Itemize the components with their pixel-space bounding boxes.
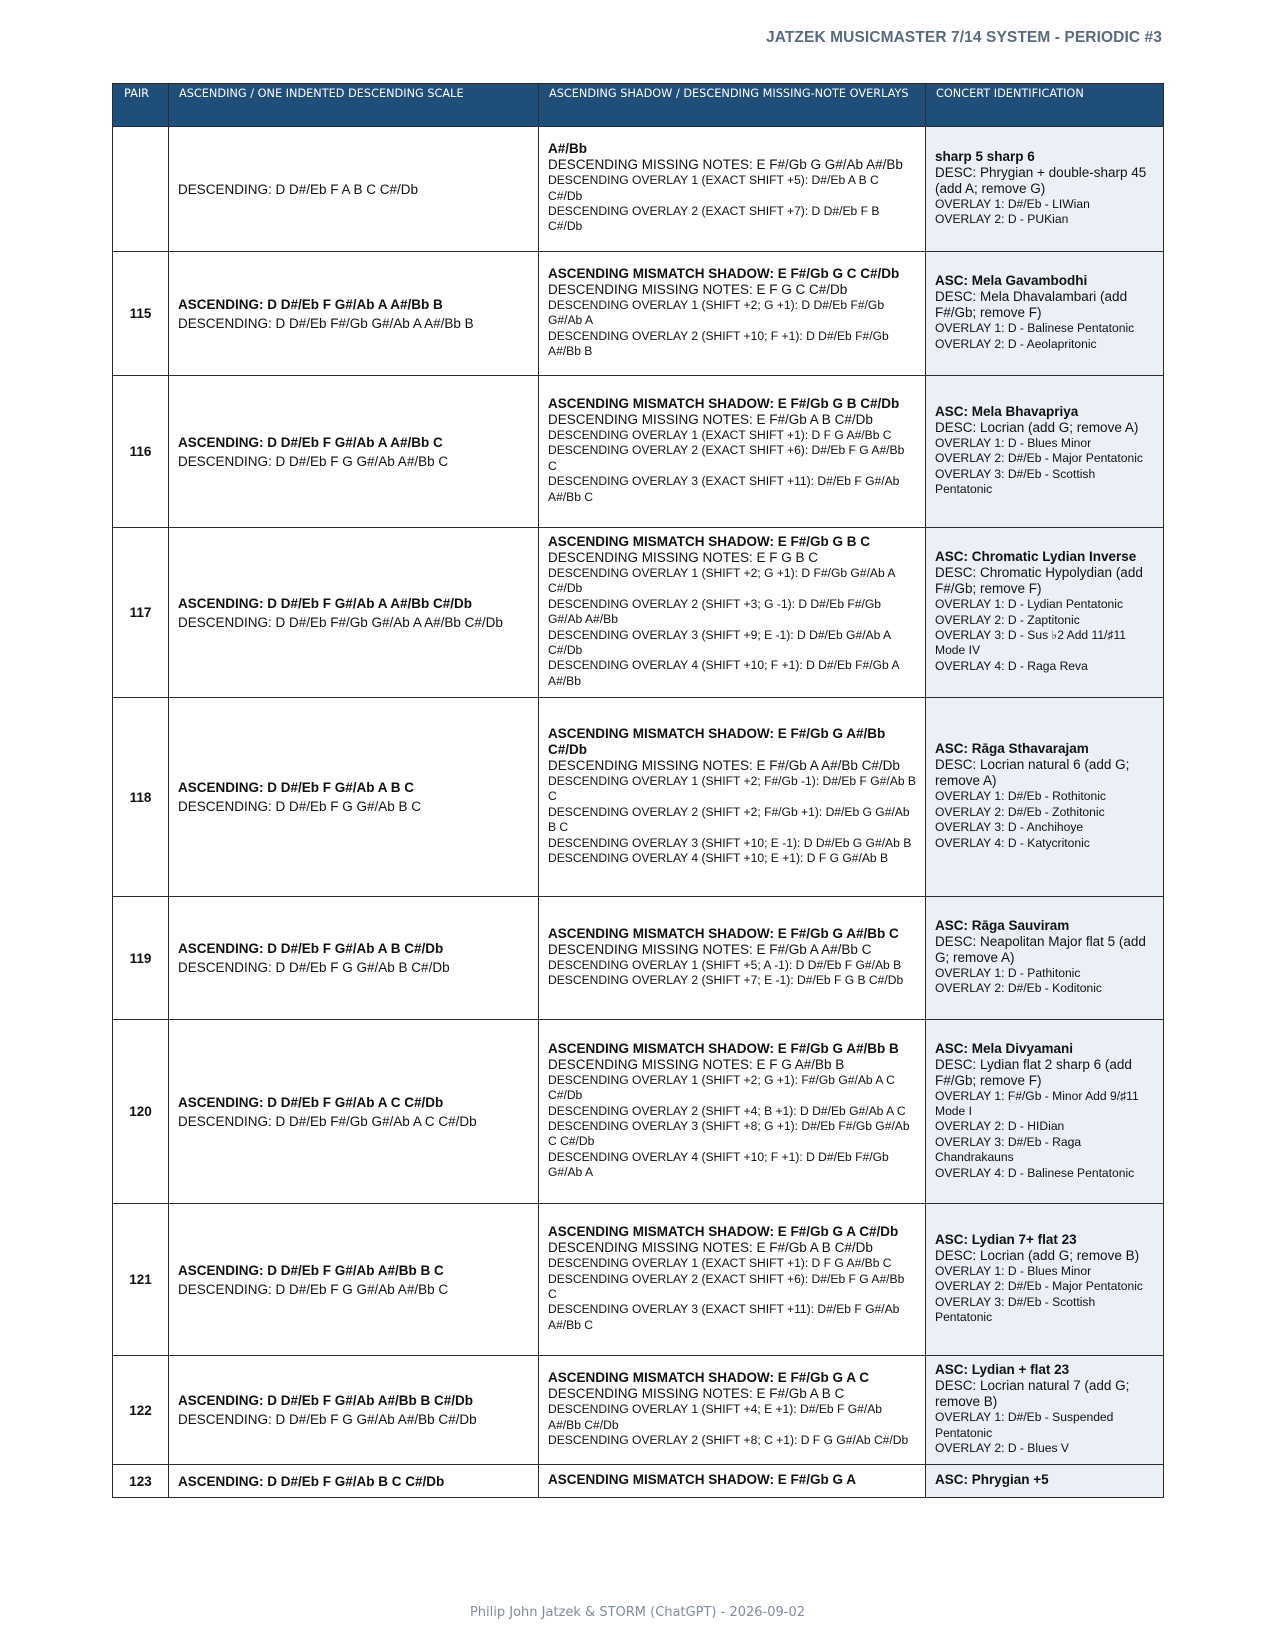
concert-descending: DESC: Locrian (add G; remove B) <box>935 1247 1140 1263</box>
concert-overlay: OVERLAY 2: D - Blues V <box>935 1441 1069 1456</box>
concert-ascending: ASC: Rāga Sthavarajam <box>935 741 1089 757</box>
descending-scale: DESCENDING: D D#/Eb F#/Gb G#/Ab A C C#/Db <box>178 1113 477 1129</box>
descending-overlay: DESCENDING OVERLAY 1 (EXACT SHIFT +5): D#/Eb A B C C#/Db <box>548 173 879 203</box>
pair-number-cell: 123 <box>113 1465 169 1498</box>
concert-ascending: ASC: Lydian + flat 23 <box>935 1362 1070 1378</box>
concert-overlay: OVERLAY 3: D#/Eb - Raga Chandrakauns <box>935 1134 1082 1165</box>
descending-overlay: DESCENDING OVERLAY 2 (EXACT SHIFT +6): D#/Eb F G A#/Bb C <box>548 443 905 473</box>
concert-descending: DESC: Phrygian + double-sharp 45 (add A; remove G) <box>935 164 1147 196</box>
concert-overlay: OVERLAY 1: F#/Gb - Minor Add 9/♯11 Mode I <box>935 1088 1139 1118</box>
concert-overlay: OVERLAY 3: D - Anchihoye <box>935 820 1084 835</box>
descending-overlay: DESCENDING OVERLAY 3 (EXACT SHIFT +11): D#/Eb F G#/Ab A#/Bb C <box>548 474 900 504</box>
concert-overlay: OVERLAY 2: D - HIDian <box>935 1119 1065 1134</box>
pair-number-cell: 116 <box>113 376 169 528</box>
concert-descending: DESC: Lydian flat 2 sharp 6 (add F#/Gb; remove F) <box>935 1056 1132 1088</box>
ascending-scale: ASCENDING: D D#/Eb F G#/Ab A#/Bb B C <box>178 1262 444 1278</box>
shadow-cell <box>539 252 926 376</box>
shadow-cell <box>539 897 926 1020</box>
pair-number-cell: 120 <box>113 1020 169 1204</box>
pair-number-cell: 122 <box>113 1356 169 1465</box>
ascending-scale: ASCENDING: D D#/Eb F G#/Ab A C C#/Db <box>178 1094 444 1110</box>
descending-overlay: DESCENDING OVERLAY 4 (SHIFT +10; F +1): D D#/Eb F#/Gb G#/Ab A <box>548 1149 889 1180</box>
descending-overlay: DESCENDING OVERLAY 3 (SHIFT +8; G +1): D#/Eb F#/Gb G#/Ab C C#/Db <box>548 1119 910 1149</box>
ascending-scale: ASCENDING: D D#/Eb F G#/Ab A A#/Bb C#/Db <box>178 595 473 611</box>
table-row <box>113 698 1164 897</box>
descending-scale: DESCENDING: D D#/Eb F G G#/Ab A#/Bb C#/Db <box>178 1412 477 1428</box>
descending-missing-notes: DESCENDING MISSING NOTES: E F G C C#/Db <box>548 281 848 297</box>
descending-overlay: DESCENDING OVERLAY 4 (SHIFT +10; E +1): D F G G#/Ab B <box>548 851 889 866</box>
scale-cell <box>169 1020 539 1204</box>
shadow-cell <box>539 127 926 252</box>
ascending-mismatch-shadow: ASCENDING MISMATCH SHADOW: E F#/Gb G C C#/Db <box>548 265 900 281</box>
pair-number-cell <box>113 127 169 252</box>
concert-overlay: OVERLAY 3: D#/Eb - Scottish Pentatonic <box>935 466 1096 496</box>
descending-overlay: DESCENDING OVERLAY 3 (EXACT SHIFT +11): D#/Eb F G#/Ab A#/Bb C <box>548 1302 900 1332</box>
concert-overlay: OVERLAY 2: D#/Eb - Major Pentatonic <box>935 1279 1143 1294</box>
pair-number-cell: 121 <box>113 1204 169 1356</box>
concert-descending: DESC: Mela Dhavalambari (add F#/Gb; remove F) <box>935 289 1128 321</box>
concert-descending: DESC: Chromatic Hypolydian (add F#/Gb; remove F) <box>935 565 1143 597</box>
pair-number-cell: 119 <box>113 897 169 1020</box>
scale-cell <box>169 897 539 1020</box>
shadow-cell <box>539 1204 926 1356</box>
concert-ascending: ASC: Chromatic Lydian Inverse <box>935 549 1137 565</box>
ascending-mismatch-shadow: ASCENDING MISMATCH SHADOW: E F#/Gb G A <box>548 1472 857 1488</box>
concert-identification-cell <box>926 376 1164 528</box>
table-row <box>113 897 1164 1020</box>
descending-overlay: DESCENDING OVERLAY 1 (EXACT SHIFT +1): D F G A#/Bb C <box>548 1256 892 1271</box>
descending-overlay: DESCENDING OVERLAY 1 (SHIFT +5; A -1): D D#/Eb F G#/Ab B <box>548 957 902 972</box>
scale-cell <box>169 1465 539 1498</box>
concert-identification-cell <box>926 1356 1164 1465</box>
concert-overlay: OVERLAY 1: D - Blues Minor <box>935 1263 1092 1278</box>
descending-overlay: DESCENDING OVERLAY 1 (SHIFT +2; G +1): D F#/Gb G#/Ab A C#/Db <box>548 566 895 596</box>
concert-identification-cell <box>926 127 1164 252</box>
descending-scale: DESCENDING: D D#/Eb F G G#/Ab B C#/Db <box>178 960 450 976</box>
table-row <box>113 1204 1164 1356</box>
descending-overlay: DESCENDING OVERLAY 1 (EXACT SHIFT +1): D F G A#/Bb C <box>548 427 892 442</box>
page-footer: Philip John Jatzek & STORM (ChatGPT) - 2026-09-02 <box>469 1605 806 1620</box>
descending-overlay: DESCENDING OVERLAY 2 (SHIFT +10; F +1): D D#/Eb F#/Gb A#/Bb B <box>548 328 889 358</box>
concert-identification-cell <box>926 698 1164 897</box>
ascending-mismatch-shadow: ASCENDING MISMATCH SHADOW: E F#/Gb G A#/Bb C#/Db <box>548 726 886 758</box>
descending-missing-notes: DESCENDING MISSING NOTES: E F G B C <box>548 550 819 565</box>
descending-missing-notes: DESCENDING MISSING NOTES: E F#/Gb A B C#/Db <box>548 411 873 427</box>
descending-overlay: DESCENDING OVERLAY 4 (SHIFT +10; F +1): D D#/Eb F#/Gb A A#/Bb <box>548 658 899 688</box>
table-row <box>113 252 1164 376</box>
descending-overlay: DESCENDING OVERLAY 1 (SHIFT +4; E +1): D#/Eb F G#/Ab A#/Bb C#/Db <box>548 1402 883 1432</box>
descending-scale: DESCENDING: D D#/Eb F G G#/Ab A#/Bb C <box>178 1281 449 1297</box>
scale-cell <box>169 1204 539 1356</box>
descending-overlay: DESCENDING OVERLAY 2 (SHIFT +4; B +1): D D#/Eb G#/Ab A C <box>548 1103 906 1118</box>
concert-overlay: OVERLAY 1: D - Balinese Pentatonic <box>935 321 1135 336</box>
table-row <box>113 1020 1164 1204</box>
concert-ascending: ASC: Lydian 7+ flat 23 <box>935 1231 1077 1247</box>
concert-identification-cell <box>926 1465 1164 1498</box>
scale-cell <box>169 698 539 897</box>
descending-missing-notes: DESCENDING MISSING NOTES: E F#/Gb A A#/Bb C#/Db <box>548 758 900 774</box>
descending-overlay: DESCENDING OVERLAY 3 (SHIFT +10; E -1): D D#/Eb G G#/Ab B <box>548 835 912 850</box>
shadow-cell <box>539 528 926 698</box>
ascending-scale: ASCENDING: D D#/Eb F G#/Ab B C C#/Db <box>178 1473 445 1489</box>
concert-ascending: ASC: Rāga Sauviram <box>935 917 1070 933</box>
concert-descending: DESC: Locrian (add G; remove A) <box>935 419 1139 435</box>
concert-overlay: OVERLAY 1: D#/Eb - Suspended Pentatonic <box>935 1410 1114 1440</box>
concert-overlay: OVERLAY 1: D - Lydian Pentatonic <box>935 597 1124 612</box>
table-row <box>113 1356 1164 1465</box>
shadow-cell <box>539 1020 926 1204</box>
descending-scale: DESCENDING: D D#/Eb F#/Gb G#/Ab A A#/Bb C#/Db <box>178 614 503 630</box>
column-header-shadow: ASCENDING SHADOW / DESCENDING MISSING-NOTE OVERLAYS <box>539 84 926 127</box>
descending-overlay: DESCENDING OVERLAY 1 (SHIFT +2; G +1): F#/Gb G#/Ab A C C#/Db <box>548 1072 895 1103</box>
concert-ascending: sharp 5 sharp 6 <box>935 148 1035 164</box>
pair-number-cell: 115 <box>113 252 169 376</box>
ascending-scale: ASCENDING: D D#/Eb F G#/Ab A B C#/Db <box>178 941 444 957</box>
table-header-row <box>113 84 1164 127</box>
scale-cell <box>169 252 539 376</box>
table-row <box>113 127 1164 252</box>
concert-descending: DESC: Locrian natural 6 (add G; remove A) <box>935 757 1130 789</box>
scale-table <box>112 83 1164 1498</box>
concert-overlay: OVERLAY 1: D#/Eb - Rothitonic <box>935 789 1106 804</box>
concert-overlay: OVERLAY 3: D#/Eb - Scottish Pentatonic <box>935 1294 1096 1325</box>
concert-descending: DESC: Neapolitan Major flat 5 (add G; remove A) <box>935 933 1146 965</box>
concert-overlay: OVERLAY 4: D - Katycritonic <box>935 835 1090 850</box>
descending-missing-notes: DESCENDING MISSING NOTES: E F#/Gb G G#/Ab A#/Bb <box>548 157 903 173</box>
ascending-mismatch-shadow: A#/Bb <box>548 141 588 157</box>
concert-overlay: OVERLAY 2: D#/Eb - Zothitonic <box>935 804 1105 819</box>
concert-identification-cell <box>926 1020 1164 1204</box>
ascending-mismatch-shadow: ASCENDING MISMATCH SHADOW: E F#/Gb G A C <box>548 1370 870 1386</box>
shadow-cell <box>539 698 926 897</box>
concert-overlay: OVERLAY 4: D - Balinese Pentatonic <box>935 1165 1135 1180</box>
descending-scale: DESCENDING: D D#/Eb F A B C C#/Db <box>178 181 419 197</box>
descending-missing-notes: DESCENDING MISSING NOTES: E F#/Gb A A#/Bb C <box>548 941 872 957</box>
table-row <box>113 528 1164 698</box>
descending-overlay: DESCENDING OVERLAY 2 (EXACT SHIFT +6): D#/Eb F G A#/Bb C <box>548 1271 905 1302</box>
ascending-mismatch-shadow: ASCENDING MISMATCH SHADOW: E F#/Gb G B C <box>548 534 871 549</box>
concert-ascending: ASC: Mela Bhavapriya <box>935 403 1079 419</box>
pair-number-cell: 117 <box>113 528 169 698</box>
descending-overlay: DESCENDING OVERLAY 2 (SHIFT +2; F#/Gb +1): D#/Eb G G#/Ab B C <box>548 804 910 835</box>
scale-cell <box>169 376 539 528</box>
descending-missing-notes: DESCENDING MISSING NOTES: E F G A#/Bb B <box>548 1056 845 1072</box>
column-header-concert: CONCERT IDENTIFICATION <box>926 84 1164 127</box>
pair-number-cell: 118 <box>113 698 169 897</box>
column-header-scale: ASCENDING / ONE INDENTED DESCENDING SCALE <box>169 84 539 127</box>
concert-overlay: OVERLAY 1: D - Pathitonic <box>935 965 1081 980</box>
ascending-scale: ASCENDING: D D#/Eb F G#/Ab A#/Bb B C#/Db <box>178 1393 474 1409</box>
concert-identification-cell <box>926 897 1164 1020</box>
concert-ascending: ASC: Mela Divyamani <box>935 1040 1074 1056</box>
concert-overlay: OVERLAY 2: D - Aeolapritonic <box>935 336 1097 351</box>
descending-scale: DESCENDING: D D#/Eb F G G#/Ab B C <box>178 799 422 815</box>
table-row <box>113 376 1164 528</box>
descending-scale: DESCENDING: D D#/Eb F#/Gb G#/Ab A A#/Bb B <box>178 315 474 331</box>
concert-identification-cell <box>926 1204 1164 1356</box>
descending-overlay: DESCENDING OVERLAY 2 (SHIFT +8; C +1): D F G G#/Ab C#/Db <box>548 1433 909 1448</box>
descending-scale: DESCENDING: D D#/Eb F G G#/Ab A#/Bb C <box>178 453 449 469</box>
ascending-mismatch-shadow: ASCENDING MISMATCH SHADOW: E F#/Gb G A#/Bb C <box>548 925 899 941</box>
scale-cell <box>169 127 539 252</box>
ascending-scale: ASCENDING: D D#/Eb F G#/Ab A B C <box>178 780 415 796</box>
scale-cell <box>169 528 539 698</box>
concert-overlay: OVERLAY 4: D - Raga Reva <box>935 658 1088 673</box>
descending-overlay: DESCENDING OVERLAY 2 (SHIFT +7; E -1): D#/Eb F G B C#/Db <box>548 973 904 988</box>
concert-overlay: OVERLAY 1: D#/Eb - LIWian <box>935 196 1090 211</box>
ascending-mismatch-shadow: ASCENDING MISMATCH SHADOW: E F#/Gb G A#/Bb B <box>548 1040 899 1056</box>
shadow-cell <box>539 1465 926 1498</box>
concert-overlay: OVERLAY 2: D - Zaptitonic <box>935 612 1080 627</box>
document-title: JATZEK MUSICMASTER 7/14 SYSTEM - PERIODIC #3 <box>766 29 1162 46</box>
concert-overlay: OVERLAY 3: D - Sus ♭2 Add 11/♯11 Mode IV <box>935 627 1127 658</box>
descending-missing-notes: DESCENDING MISSING NOTES: E F#/Gb A B C#/Db <box>548 1240 873 1256</box>
concert-overlay: OVERLAY 2: D - PUKian <box>935 212 1069 226</box>
scale-cell <box>169 1356 539 1465</box>
ascending-scale: ASCENDING: D D#/Eb F G#/Ab A A#/Bb C <box>178 434 443 450</box>
column-header-pair: PAIR <box>113 84 169 127</box>
concert-ascending: ASC: Phrygian +5 <box>935 1472 1049 1488</box>
ascending-mismatch-shadow: ASCENDING MISMATCH SHADOW: E F#/Gb G B C#/Db <box>548 395 900 411</box>
concert-identification-cell <box>926 252 1164 376</box>
shadow-cell <box>539 1356 926 1465</box>
descending-overlay: DESCENDING OVERLAY 1 (SHIFT +2; F#/Gb -1): D#/Eb F G#/Ab B C <box>548 774 916 804</box>
table-row <box>113 1465 1164 1498</box>
concert-overlay: OVERLAY 2: D#/Eb - Major Pentatonic <box>935 451 1143 466</box>
descending-overlay: DESCENDING OVERLAY 2 (EXACT SHIFT +7): D D#/Eb F B C#/Db <box>548 204 880 234</box>
concert-identification-cell <box>926 528 1164 698</box>
descending-overlay: DESCENDING OVERLAY 1 (SHIFT +2; G +1): D D#/Eb F#/Gb G#/Ab A <box>548 297 885 328</box>
concert-overlay: OVERLAY 2: D#/Eb - Koditonic <box>935 981 1102 996</box>
descending-missing-notes: DESCENDING MISSING NOTES: E F#/Gb A B C <box>548 1386 845 1402</box>
concert-overlay: OVERLAY 1: D - Blues Minor <box>935 435 1092 450</box>
ascending-scale: ASCENDING: D D#/Eb F G#/Ab A A#/Bb B <box>178 296 443 312</box>
concert-descending: DESC: Locrian natural 7 (add G; remove B) <box>935 1378 1130 1410</box>
ascending-mismatch-shadow: ASCENDING MISMATCH SHADOW: E F#/Gb G A C#/Db <box>548 1224 899 1240</box>
concert-ascending: ASC: Mela Gavambodhi <box>935 273 1088 289</box>
shadow-cell <box>539 376 926 528</box>
descending-overlay: DESCENDING OVERLAY 2 (SHIFT +3; G -1): D D#/Eb F#/Gb G#/Ab A#/Bb <box>548 596 882 627</box>
descending-overlay: DESCENDING OVERLAY 3 (SHIFT +9; E -1): D D#/Eb G#/Ab A C#/Db <box>548 627 891 658</box>
